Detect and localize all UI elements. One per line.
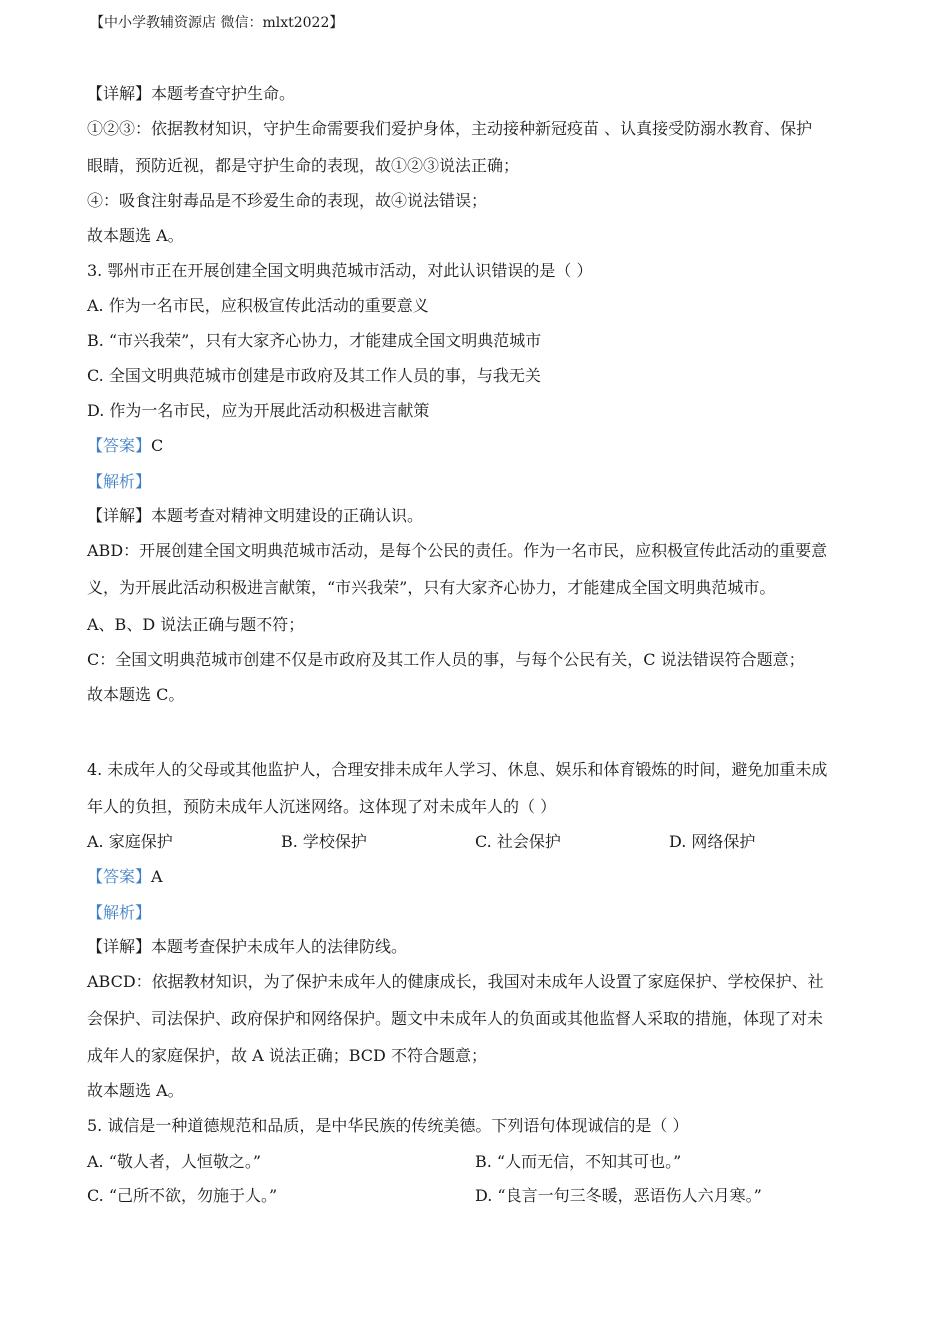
q5-stem: 5. 诚信是一种道德规范和品质，是中华民族的传统美德。下列语句体现诚信的是（ ） (87, 1116, 689, 1135)
q3-para2: A、B、D 说法正确与题不符； (87, 615, 305, 634)
q3-option-a: A. 作为一名市民，应积极宣传此活动的重要意义 (87, 296, 429, 315)
q3-option-d: D. 作为一名市民，应为开展此活动积极进言献策 (87, 401, 430, 420)
q2-para2: ④：吸食注射毒品是不珍爱生命的表现，故④说法错误； (87, 191, 488, 210)
q5-option-d: D. “良言一句三冬暖，恶语伤人六月寒。” (475, 1186, 762, 1205)
q2-conclusion: 故本题选 A。 (87, 226, 184, 245)
q4-detail: 【详解】本题考查保护未成年人的法律防线。 (87, 937, 408, 956)
q4-option-c: C. 社会保护 (475, 832, 561, 851)
q4-option-d: D. 网络保护 (669, 832, 756, 851)
q3-answer-label: 【答案】 (87, 436, 152, 455)
q4-option-a: A. 家庭保护 (87, 832, 173, 851)
q4-conclusion: 故本题选 A。 (87, 1081, 184, 1100)
q3-para1-line2: 义，为开展此活动积极进言献策，“市兴我荣”，只有大家齐心协力，才能建成全国文明典范城市。 (87, 578, 776, 597)
q4-analysis-label: 【解析】 (87, 903, 152, 922)
q3-answer (87, 433, 163, 456)
q4-para1-line3: 成年人的家庭保护，故 A 说法正确；BCD 不符合题意； (87, 1046, 487, 1065)
q3-para1-line1: ABD：开展创建全国文明典范城市活动，是每个公民的责任。作为一名市民，应积极宣传此活动的重要意 (87, 541, 828, 560)
q3-analysis-label: 【解析】 (87, 472, 152, 491)
q4-answer-label: 【答案】 (87, 867, 152, 886)
q4-stem-line2: 年人的负担，预防未成年人沉迷网络。这体现了对未成年人的（ ） (87, 797, 557, 816)
q4-option-b: B. 学校保护 (281, 832, 367, 851)
q4-answer (87, 864, 163, 887)
q3-conclusion: 故本题选 C。 (87, 685, 185, 704)
q4-stem-line1: 4. 未成年人的父母或其他监护人，合理安排未成年人学习、休息、娱乐和体育锻炼的时间，避免加重未成 (87, 760, 828, 779)
q3-para3: C：全国文明典范城市创建不仅是市政府及其工作人员的事，与每个公民有关，C 说法错误符合题意； (87, 650, 805, 669)
q5-option-a: A. “敬人者，人恒敬之。” (87, 1152, 262, 1171)
q3-detail: 【详解】本题考查对精神文明建设的正确认识。 (87, 506, 424, 525)
q3-answer-value: C (151, 436, 164, 455)
q3-option-b: B. “市兴我荣”，只有大家齐心协力，才能建成全国文明典范城市 (87, 331, 542, 350)
page-header: 【中小学教辅资源店 微信：mlxt2022】 (90, 15, 344, 31)
q5-option-c: C. “己所不欲，勿施于人。” (87, 1186, 278, 1205)
q4-para1-line1: ABCD：依据教材知识，为了保护未成年人的健康成长，我国对未成年人设置了家庭保护、学校保护、社 (87, 972, 824, 991)
q2-para1-line1: ①②③：依据教材知识，守护生命需要我们爱护身体，主动接种新冠疫苗 、认真接受防溺水教育、保护 (87, 119, 813, 138)
q4-para1-line2: 会保护、司法保护、政府保护和网络保护。题文中未成年人的负面或其他监督人采取的措施，体现了对未 (87, 1009, 824, 1028)
q3-stem: 3. 鄂州市正在开展创建全国文明典范城市活动，对此认识错误的是（ ） (87, 261, 593, 280)
q4-answer-value: A (151, 867, 163, 886)
q2-detail: 【详解】本题考查守护生命。 (87, 84, 296, 103)
q2-para1-line2: 眼睛，预防近视，都是守护生命的表现，故①②③说法正确； (87, 156, 520, 175)
q5-option-b: B. “人而无信，不知其可也。” (475, 1152, 682, 1171)
q3-option-c: C. 全国文明典范城市创建是市政府及其工作人员的事，与我无关 (87, 366, 541, 385)
